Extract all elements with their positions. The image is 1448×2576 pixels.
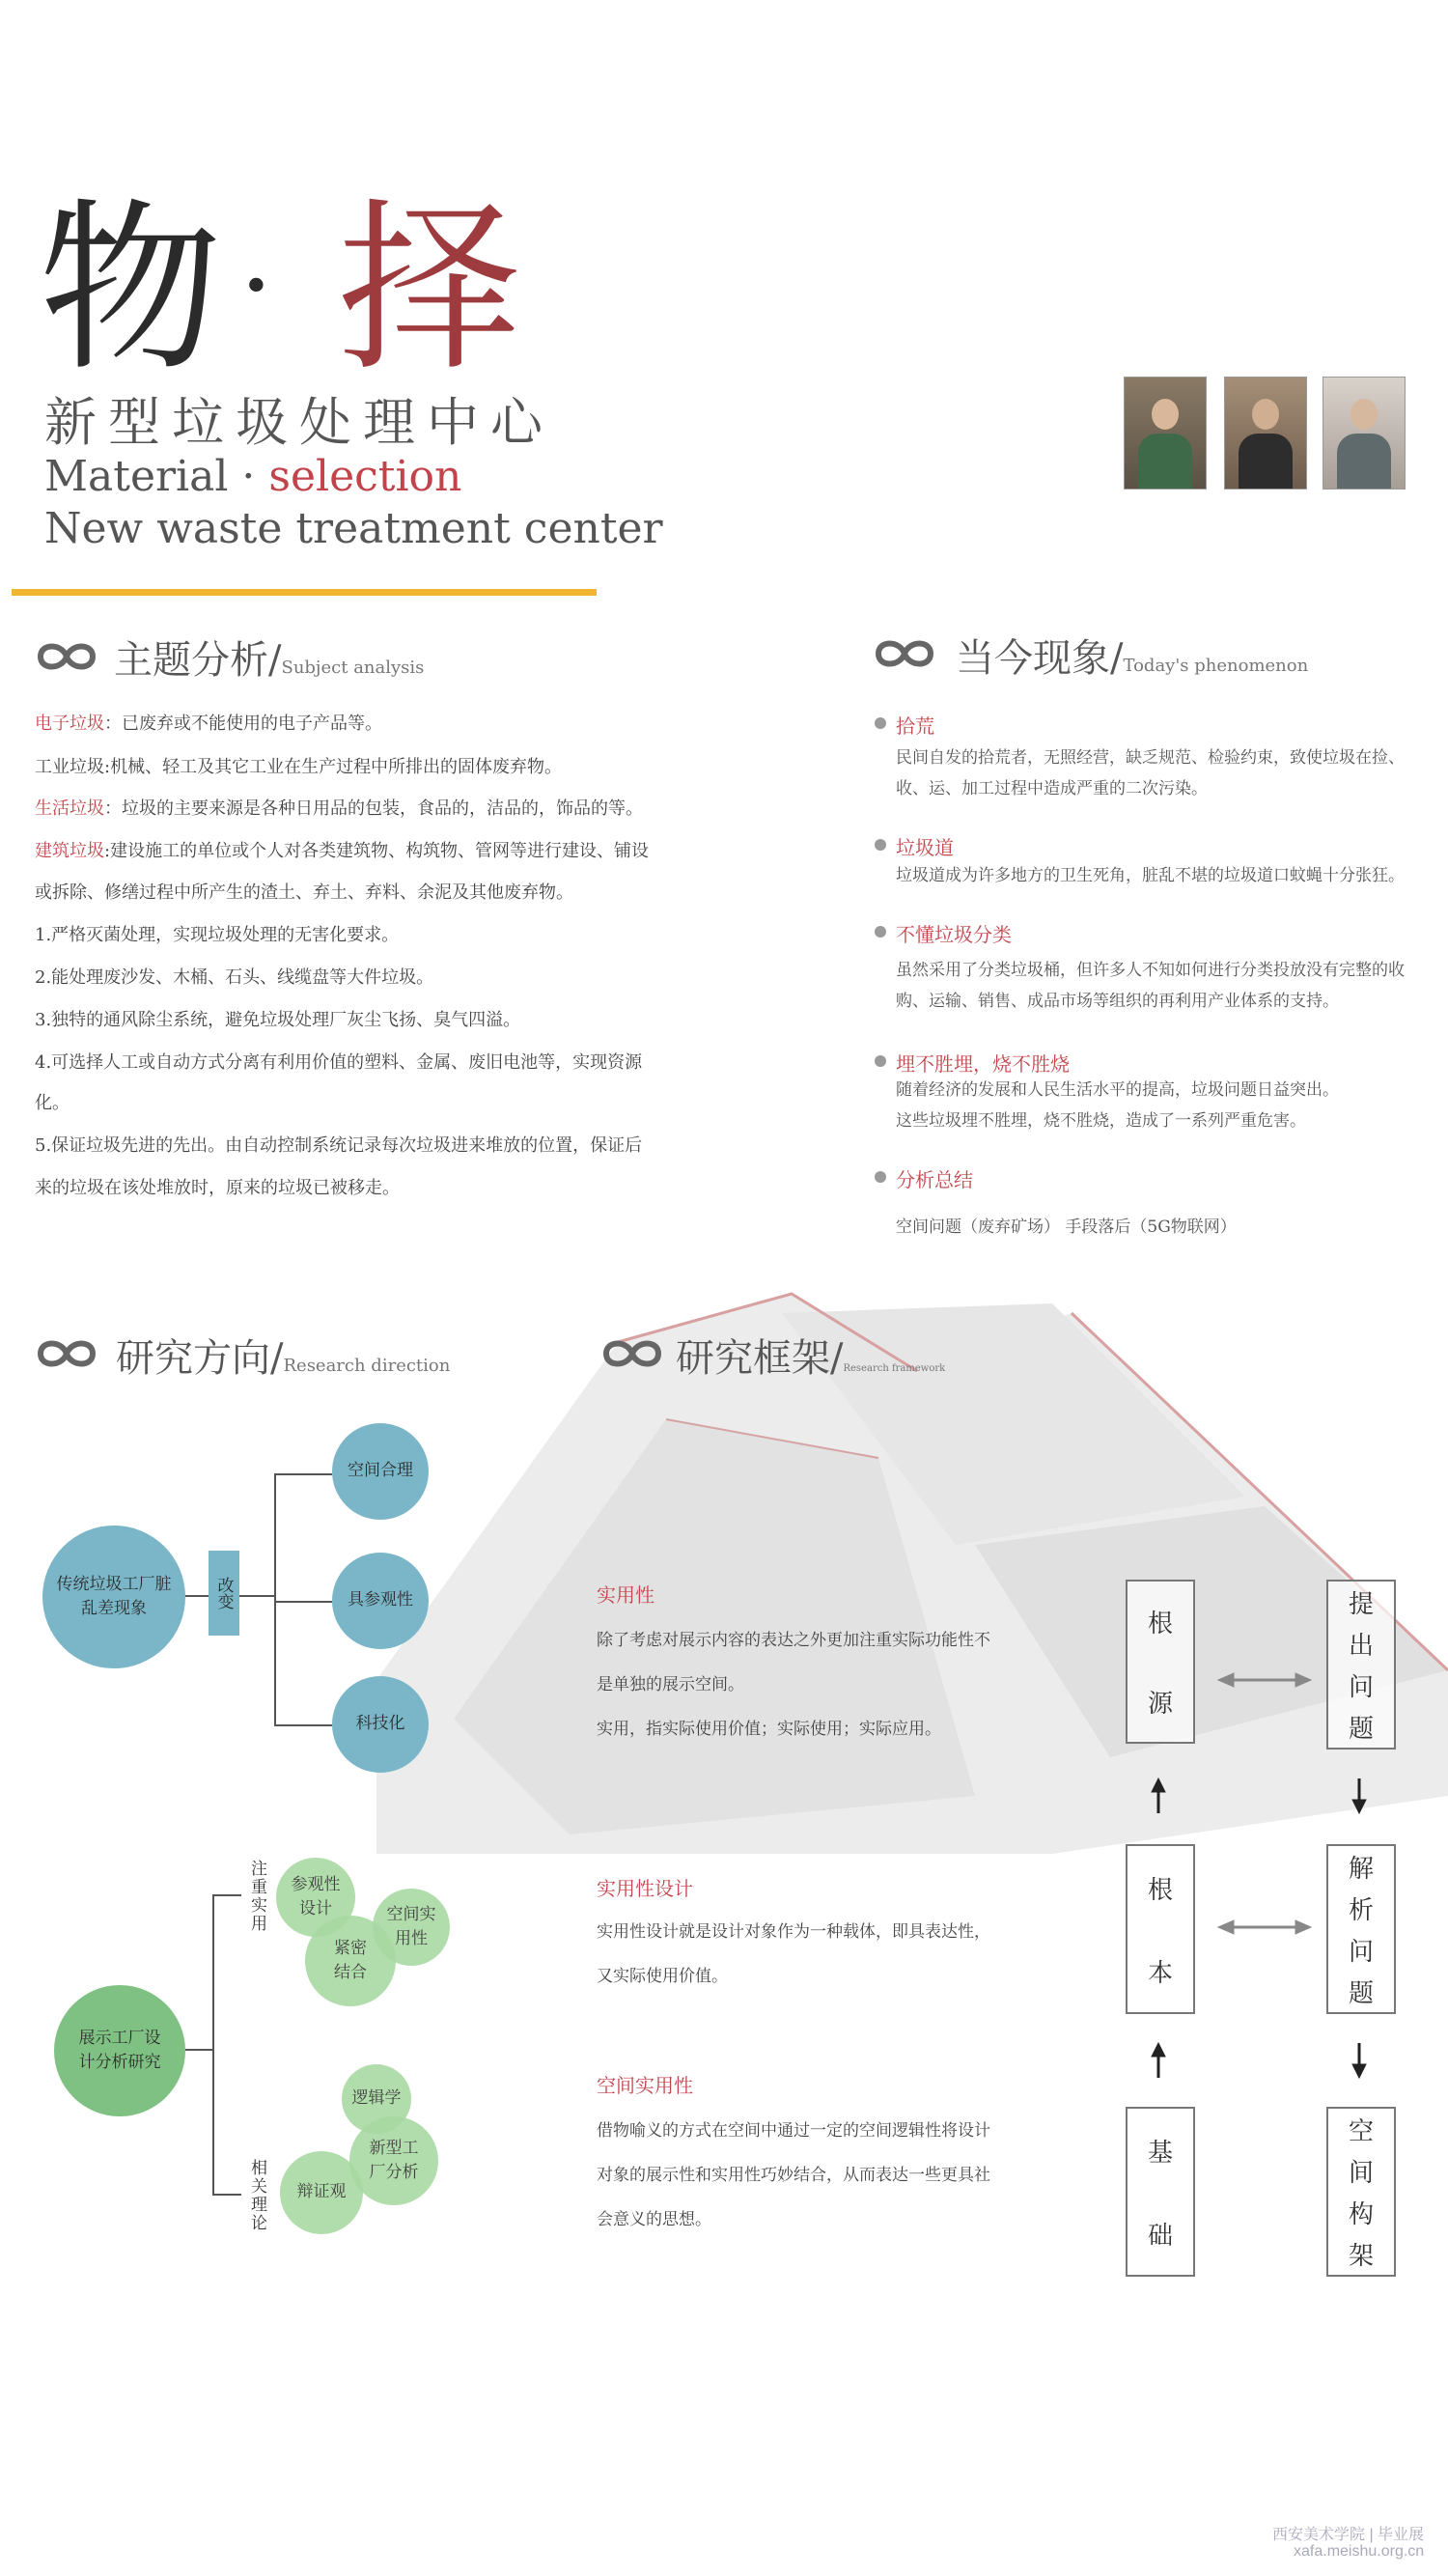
subtitle-en-selection: selection bbox=[268, 452, 462, 501]
box-char: 解 bbox=[1348, 1855, 1374, 1884]
box-char: 根 bbox=[1147, 1875, 1173, 1905]
phenomenon-item-heading: 分析总结 bbox=[896, 1168, 973, 1191]
subject-text: ：垃圾的主要来源是各种日用品的包装，食品的，洁品的，饰品的等。 bbox=[104, 798, 643, 819]
box-char: 析 bbox=[1348, 1896, 1374, 1925]
box-analyze-question bbox=[1326, 1844, 1396, 2014]
box-source bbox=[1126, 1580, 1195, 1744]
phenomenon-item-heading: 拾荒 bbox=[896, 714, 934, 738]
framework-block-text: 又实际使用价值。 bbox=[597, 1967, 728, 1986]
framework-block-text: 除了考虑对展示内容的表达之外更加注重实际功能性不 bbox=[597, 1631, 990, 1650]
connector-line bbox=[185, 2049, 212, 2051]
phenomenon-title-en: Today's phenomenon bbox=[1123, 656, 1309, 676]
title-dot: · bbox=[239, 223, 273, 347]
swirl-icon bbox=[33, 1334, 100, 1373]
team-photo-3 bbox=[1323, 377, 1406, 490]
yellow-divider bbox=[12, 589, 597, 596]
direction-title-cn: 研究方向/ bbox=[116, 1336, 284, 1381]
phenomenon-item-text: 民间自发的拾荒者，无照经营，缺乏规范、检验约束，致使垃圾在捡、 bbox=[896, 748, 1405, 768]
phenomenon-item-text: 空间问题（废弃矿场） 手段落后（5G物联网） bbox=[896, 1218, 1237, 1237]
branch-circle-visit: 具参观性 bbox=[332, 1553, 429, 1649]
phenomenon-item-text: 垃圾道成为许多地方的卫生死角，脏乱不堪的垃圾道口蚊蝇十分张狂。 bbox=[896, 866, 1405, 885]
box-char: 问 bbox=[1348, 1673, 1374, 1702]
bullet-dot-icon bbox=[875, 1055, 886, 1067]
phenomenon-item-text: 这些垃圾埋不胜埋，烧不胜烧，造成了一系列严重危害。 bbox=[896, 1111, 1306, 1131]
subject-line bbox=[35, 837, 649, 862]
subject-text: 2.能处理废沙发、木桶、石头、线缆盘等大件垃圾。 bbox=[35, 967, 434, 988]
subtitle-en-material: Material bbox=[44, 452, 229, 501]
box-char: 根 bbox=[1147, 1610, 1173, 1638]
connector-line bbox=[274, 1724, 332, 1726]
team-photo-1 bbox=[1124, 377, 1207, 490]
box-char: 础 bbox=[1147, 2221, 1173, 2251]
subject-line bbox=[35, 1174, 400, 1199]
box-raise-question bbox=[1326, 1580, 1396, 1750]
subject-title-en: Subject analysis bbox=[281, 658, 425, 678]
swirl-icon bbox=[871, 634, 938, 673]
subtitle-chinese: 新型垃圾处理中心 bbox=[44, 392, 554, 453]
green-circle-dialectic: 辩证观 bbox=[280, 2151, 363, 2234]
title-char-wu: 物 bbox=[39, 182, 223, 396]
phenomenon-heading bbox=[956, 628, 1308, 683]
box-char: 出 bbox=[1348, 1632, 1374, 1661]
box-space-framework bbox=[1326, 2107, 1396, 2277]
box-char: 提 bbox=[1348, 1590, 1374, 1619]
box-char: 本 bbox=[1147, 1958, 1173, 1988]
box-char: 基 bbox=[1147, 2138, 1173, 2168]
title-char-ze: 择 bbox=[338, 182, 522, 396]
phenomenon-item-heading: 不懂垃圾分类 bbox=[896, 923, 1012, 946]
connector-line bbox=[239, 1595, 274, 1597]
green-circle-combine: 紧密结合 bbox=[305, 1916, 396, 2006]
subject-line bbox=[35, 921, 399, 946]
subtitle-english-line2: New waste treatment center bbox=[44, 504, 663, 553]
framework-block-text: 会意义的思想。 bbox=[597, 2210, 711, 2229]
phenomenon-title-cn: 当今现象/ bbox=[956, 636, 1124, 681]
up-arrow-icon bbox=[1152, 2043, 1165, 2078]
subject-line bbox=[35, 1006, 520, 1031]
subject-term: 电子垃圾 bbox=[35, 714, 104, 734]
subject-text: 工业垃圾:机械、轻工及其它工业在生产过程中所排出的固体废弃物。 bbox=[35, 757, 563, 777]
phenomenon-item-text: 收、运、加工过程中造成严重的二次污染。 bbox=[896, 779, 1208, 798]
subtitle-english-line1 bbox=[44, 452, 461, 501]
bracket-line bbox=[212, 1894, 214, 2194]
phenomenon-item-text: 随着经济的发展和人民生活水平的提高，垃圾问题日益突出。 bbox=[896, 1080, 1339, 1100]
green-circle-visit-design: 参观性设计 bbox=[276, 1858, 355, 1937]
subject-text: 5.保证垃圾先进的先出。由自动控制系统记录每次垃圾进来堆放的位置，保证后 bbox=[35, 1135, 643, 1156]
framework-title-en: Research framework bbox=[843, 1363, 946, 1374]
subject-text: 4.可选择人工或自动方式分离有利用价值的塑料、金属、废旧电池等，实现资源 bbox=[35, 1052, 643, 1073]
subject-line bbox=[35, 1089, 70, 1114]
subject-analysis-heading bbox=[114, 630, 424, 685]
green-circle-logic: 逻辑学 bbox=[342, 2064, 411, 2134]
subject-line bbox=[35, 1132, 642, 1157]
phenomenon-item-heading: 垃圾道 bbox=[896, 836, 954, 859]
swirl-icon bbox=[599, 1334, 666, 1373]
subject-text: 3.独特的通风除尘系统，避免垃圾处理厂灰尘飞扬、臭气四溢。 bbox=[35, 1010, 521, 1030]
framework-block-text: 实用，指实际使用价值；实际使用；实际应用。 bbox=[597, 1720, 941, 1739]
framework-block-text: 是单独的展示空间。 bbox=[597, 1675, 744, 1694]
green-circle-space-practical: 空间实用性 bbox=[373, 1889, 450, 1966]
subject-line bbox=[35, 795, 643, 820]
box-foundation bbox=[1126, 2107, 1195, 2277]
bullet-dot-icon bbox=[875, 717, 886, 729]
box-char: 构 bbox=[1348, 2200, 1374, 2229]
bullet-dot-icon bbox=[875, 1171, 886, 1183]
label-practical: 注重实用 bbox=[247, 1860, 266, 1933]
subject-text: 来的垃圾在该处堆放时，原来的垃圾已被移走。 bbox=[35, 1178, 400, 1198]
branch-circle-space: 空间合理 bbox=[332, 1423, 429, 1520]
watermark-line2: xafa.meishu.org.cn bbox=[1294, 2543, 1425, 2560]
subject-text: 化。 bbox=[35, 1093, 70, 1113]
box-char: 题 bbox=[1348, 1715, 1374, 1744]
box-char: 架 bbox=[1348, 2242, 1374, 2271]
direction-title-en: Research direction bbox=[283, 1356, 451, 1376]
swirl-icon bbox=[33, 637, 100, 676]
phenomenon-item-text: 虽然采用了分类垃圾桶，但许多人不知如何进行分类投放没有完整的收 bbox=[896, 961, 1405, 980]
connector-line bbox=[212, 2194, 241, 2196]
bullet-dot-icon bbox=[875, 926, 886, 938]
bullet-dot-icon bbox=[875, 839, 886, 851]
connector-line bbox=[274, 1473, 332, 1475]
box-fundamental bbox=[1126, 1844, 1195, 2014]
box-char: 源 bbox=[1147, 1690, 1173, 1719]
subject-text: 1.严格灭菌处理，实现垃圾处理的无害化要求。 bbox=[35, 925, 400, 945]
subject-line bbox=[35, 879, 573, 904]
subject-title-cn: 主题分析/ bbox=[114, 638, 282, 683]
box-char: 空 bbox=[1348, 2117, 1374, 2146]
down-arrow-icon bbox=[1352, 2043, 1366, 2078]
connector-line bbox=[274, 1601, 332, 1603]
framework-block-text: 实用性设计就是设计对象作为一种载体，即具表达性， bbox=[597, 1922, 990, 1942]
box-char: 间 bbox=[1348, 2159, 1374, 2188]
bracket-line bbox=[274, 1473, 276, 1726]
framework-block-heading: 空间实用性 bbox=[597, 2074, 693, 2097]
connector-line bbox=[212, 1894, 241, 1896]
change-label: 改变 bbox=[209, 1551, 239, 1636]
framework-title-cn: 研究框架/ bbox=[676, 1336, 844, 1381]
subtitle-en-dot: · bbox=[241, 452, 256, 501]
subject-term: 生活垃圾 bbox=[35, 798, 104, 819]
team-photo-2 bbox=[1224, 377, 1307, 490]
double-arrow-icon bbox=[1218, 1920, 1311, 1934]
subject-line bbox=[35, 710, 382, 735]
phenomenon-item-heading: 埋不胜埋，烧不胜烧 bbox=[896, 1052, 1070, 1076]
research-framework-heading bbox=[676, 1328, 945, 1383]
phenomenon-item-text: 购、运输、销售、成品市场等组织的再利用产业体系的支持。 bbox=[896, 992, 1339, 1011]
research-direction-heading bbox=[116, 1328, 450, 1383]
box-char: 题 bbox=[1348, 1979, 1374, 2008]
connector-line bbox=[185, 1595, 209, 1597]
watermark-line1: 西安美术学院 | 毕业展 bbox=[1272, 2527, 1425, 2543]
subject-text: ：已废弃或不能使用的电子产品等。 bbox=[104, 714, 382, 734]
box-char: 问 bbox=[1348, 1938, 1374, 1967]
framework-block-text: 对象的展示性和实用性巧妙结合，从而表达一些更具社 bbox=[597, 2166, 990, 2185]
branch-circle-tech: 科技化 bbox=[332, 1676, 429, 1773]
subject-line bbox=[35, 753, 562, 778]
green-circle-new-plant: 新型工厂分析 bbox=[349, 2116, 438, 2205]
framework-block-heading: 实用性设计 bbox=[597, 1877, 693, 1900]
subject-line bbox=[35, 1049, 642, 1074]
subject-line bbox=[35, 964, 433, 989]
subject-text: 或拆除、修缮过程中所产生的渣土、弃土、弃料、余泥及其他废弃物。 bbox=[35, 882, 573, 903]
framework-block-heading: 实用性 bbox=[597, 1583, 654, 1607]
exhibition-plant-circle: 展示工厂设计分析研究 bbox=[54, 1985, 185, 2116]
framework-block-text: 借物喻义的方式在空间中通过一定的空间逻辑性将设计 bbox=[597, 2121, 990, 2141]
label-theory: 相关理论 bbox=[247, 2159, 266, 2232]
subject-text: :建设施工的单位或个人对各类建筑物、构筑物、管网等进行建设、铺设 bbox=[104, 841, 650, 861]
subject-term: 建筑垃圾 bbox=[35, 841, 104, 861]
traditional-plant-circle: 传统垃圾工厂脏乱差现象 bbox=[42, 1526, 185, 1668]
